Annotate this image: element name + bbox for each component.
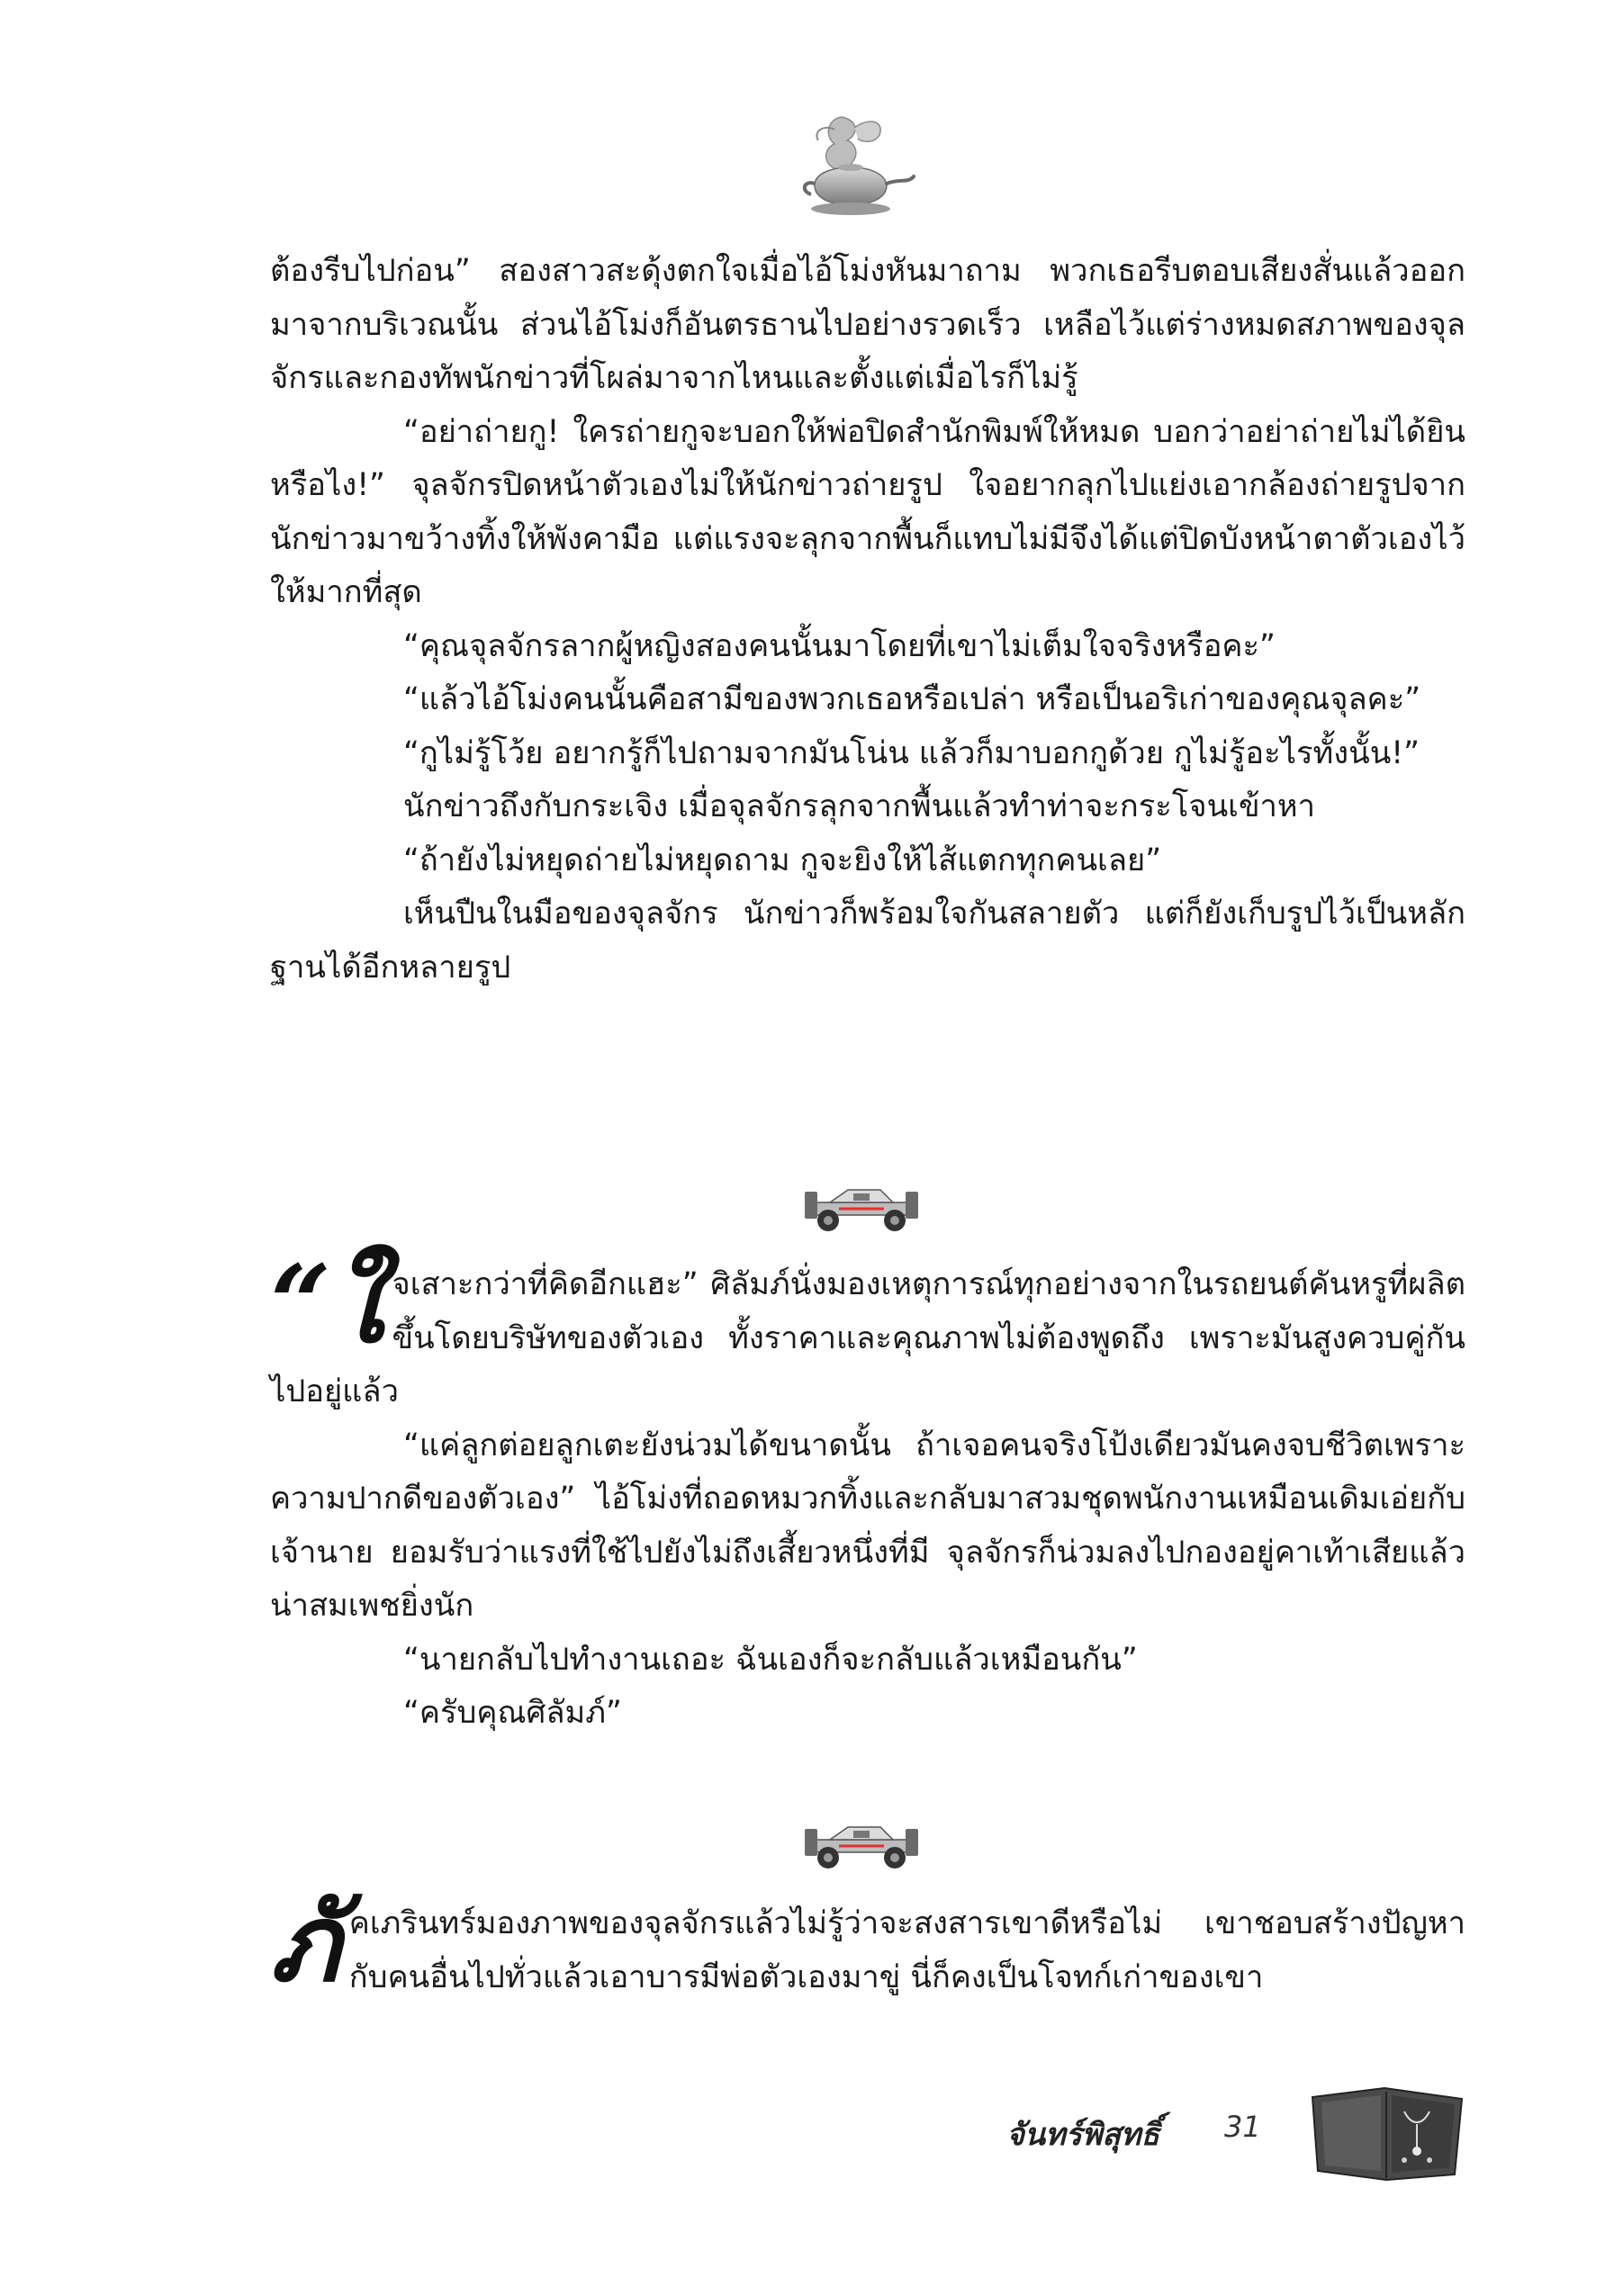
paragraph: “อย่าถ่ายกู! ใครถ่ายกูจะบอกให้พ่อปิดสำนักพิมพ์ให้หมด บอกว่าอย่าถ่ายไม่ได้ยินหรือไง!” จุลจักรปิดหน้าตัวเองไม่ให้นักข่าวถ่ายรูป ใจอยากลุกไปแย่งเอากล้องถ่ายรูปจากนักข่าวมาขว้างทิ้งให้พังคามือ แต่แรงจะลุกจากพื้นก็แทบไม่มีจึงได้แต่ปิดบังหน้าตาตัวเองไว้ให้มากที่สุด xyxy=(270,413,1465,610)
teapot-fairy-icon xyxy=(779,108,923,225)
lead-paragraph xyxy=(270,1241,1465,1419)
text-section-3 xyxy=(270,1880,1465,2005)
lead-text: คเภรินทร์มองภาพของจุลจักรแล้วไม่รู้ว่าจะสงสารเขาดีหรือไม่ เขาชอบสร้างปัญหากับคนอื่นไปทั่วแล้วเอาบารมีพ่อตัวเองมาขู่ นี่ก็คงเป็นโจทก์เก่าของเขา xyxy=(348,1905,1465,1995)
lead-text: จเสาะกว่าที่คิดอีกแฮะ” ศิลัมภ์นั่งมองเหตุการณ์ทุกอย่างจากในรถยนต์คันหรูที่ผลิตขึ้นโดยบริษัทของตัวเอง ทั้งราคาและคุณภาพไม่ต้องพูดถึง เพราะมันสูงควบคู่กันไปอยู่แล้ว xyxy=(270,1266,1465,1409)
race-car-icon xyxy=(803,1179,920,1235)
lead-paragraph xyxy=(270,1880,1465,2005)
text-section-1 xyxy=(270,245,1465,995)
paragraph: “ถ้ายังไม่หยุดถ่ายไม่หยุดถาม กูจะยิงให้ไส้แตกทุกคนเลย” xyxy=(403,842,1162,878)
paragraph: นักข่าวถึงกับกระเจิง เมื่อจุลจักรลุกจากพื้นแล้วทำท่าจะกระโจนเข้าหา xyxy=(403,788,1316,824)
paragraph: “แล้วไอ้โม่งคนนั้นคือสามีของพวกเธอหรือเปล่า หรือเป็นอริเก่าของคุณจุลคะ” xyxy=(403,681,1421,717)
paragraph: ต้องรีบไปก่อน” สองสาวสะดุ้งตกใจเมื่อไอ้โม่งหันมาถาม พวกเธอรีบตอบเสียงสั่นแล้วออกมาจากบริเวณนั้น ส่วนไอ้โม่งก็อันตรธานไปอย่างรวดเร็ว เหลือไว้แต่ร่างหมดสภาพของจุลจักรและกองทัพนักข่าวที่โผล่มาจากไหนและตั้งแต่เมื่อไรก็ไม่รู้ xyxy=(270,253,1465,396)
race-car-icon xyxy=(803,1816,920,1872)
paragraph: “คุณจุลจักรลากผู้หญิงสองคนนั้นมาโดยที่เขาไม่เต็มใจจริงหรือคะ” xyxy=(403,627,1276,664)
paragraph: “ครับคุณศิลัมภ์” xyxy=(403,1695,622,1731)
book-title: จันทร์พิสุทธิ์ xyxy=(1006,2117,1160,2153)
page-number: 31 xyxy=(1224,2110,1261,2144)
paragraph: “นายกลับไปทำงานเถอะ ฉันเองก็จะกลับแล้วเหมือนกัน” xyxy=(403,1641,1138,1678)
jewelry-box-icon xyxy=(1303,2084,1470,2183)
paragraph: “กูไม่รู้โว้ย อยากรู้ก็ไปถามจากมันโน่น แล้วก็มาบอกกูด้วย กูไม่รู้อะไรทั้งนั้น!” xyxy=(403,734,1420,771)
drop-cap: “ใ xyxy=(270,1241,383,1366)
page-footer xyxy=(990,2084,1494,2165)
drop-cap: ภั xyxy=(270,1880,340,2005)
text-section-2 xyxy=(270,1241,1465,1741)
paragraph: เห็นปืนในมือของจุลจักร นักข่าวก็พร้อมใจกันสลายตัว แต่ก็ยังเก็บรูปไว้เป็นหลักฐานได้อีกหลายรูป xyxy=(270,896,1465,986)
paragraph: “แค่ลูกต่อยลูกเตะยังน่วมได้ขนาดนั้น ถ้าเจอคนจริงโป้งเดียวมันคงจบชีวิตเพราะความปากดีของตัวเอง” ไอ้โม่งที่ถอดหมวกทิ้งและกลับมาสวมชุดพนักงานเหมือนเดิมเอ่ยกับเจ้านาย ยอมรับว่าแรงที่ใช้ไปยังไม่ถึงเสี้ยวหนึ่งที่มี จุลจักรก็น่วมลงไปกองอยู่คาเท้าเสียแล้ว น่าสมเพชยิ่งนัก xyxy=(270,1427,1465,1624)
